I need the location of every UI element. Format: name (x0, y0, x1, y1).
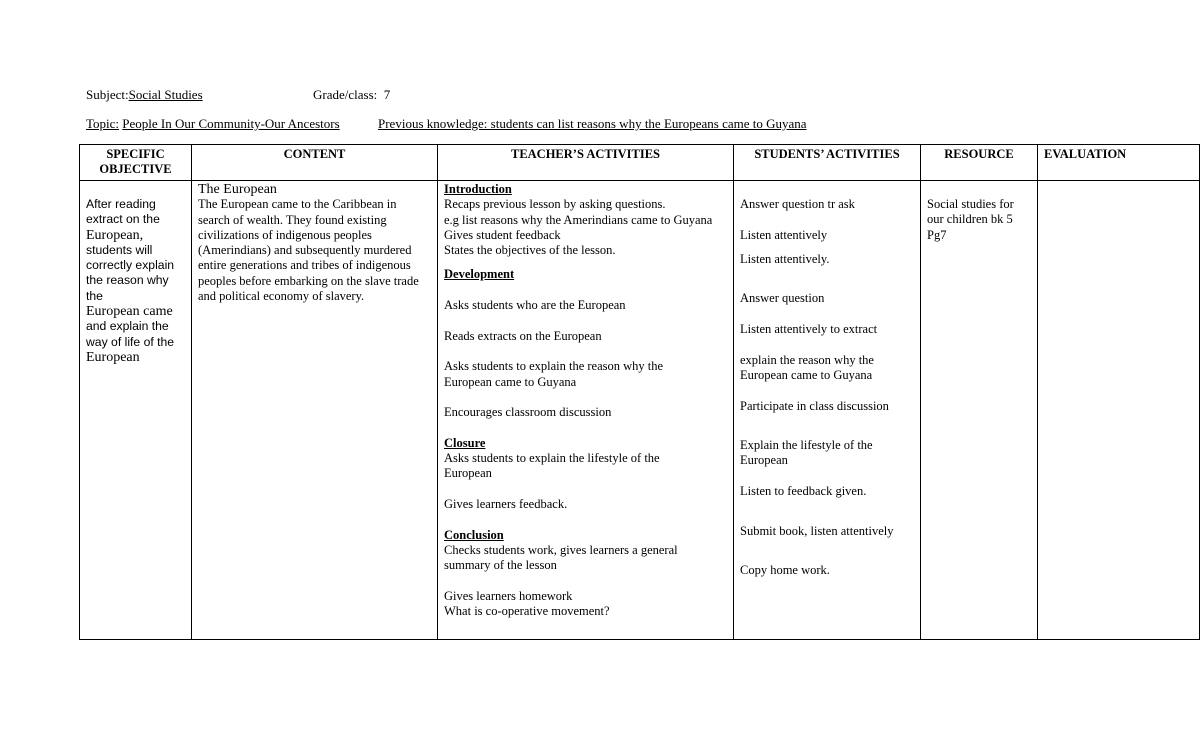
resource-line: Pg7 (927, 227, 947, 242)
content-title: The European (198, 182, 277, 197)
table-row (80, 181, 1200, 640)
teacher-line: Recaps previous lesson by asking questions. (444, 197, 666, 212)
student-line: Copy home work. (740, 563, 830, 578)
lesson-plan-table (79, 144, 1200, 640)
col-header-objective-text: SPECIFIC OBJECTIVE (99, 147, 172, 177)
teacher-line: European (444, 466, 492, 481)
teacher-line: Asks students to explain the lifestyle of the (444, 451, 660, 466)
students-activities-cell (734, 181, 921, 640)
subject-line (86, 87, 203, 103)
previous-knowledge: Previous knowledge: students can list reasons why the Europeans came to Guyana (378, 116, 807, 131)
col-header-objective (80, 145, 192, 181)
teacher-line: What is co-operative movement? (444, 604, 610, 619)
teacher-line: e.g list reasons why the Amerindians came to Guyana (444, 212, 713, 227)
student-line: Participate in class discussion (740, 398, 889, 413)
introduction-heading: Introduction (444, 182, 512, 196)
objective-line: extract on the (86, 212, 160, 227)
objective-line: students will (86, 242, 153, 257)
objective-line: the reason why the (86, 273, 169, 303)
topic-label: Topic: (86, 116, 120, 131)
col-header-content: CONTENT (192, 145, 438, 181)
col-header-resource: RESOURCE (921, 145, 1038, 181)
content-line: civilizations of indigenous peoples (198, 227, 372, 242)
student-line: Listen attentively to extract (740, 322, 878, 337)
student-line: Listen attentively (740, 227, 828, 242)
objective-cell (80, 181, 192, 640)
teacher-line (444, 298, 727, 313)
student-line: Explain the lifestyle of the (740, 438, 873, 453)
teacher-line: Gives learners feedback. (444, 496, 568, 511)
conclusion-heading: Conclusion (444, 527, 504, 542)
objective-line: After reading (86, 197, 156, 211)
objective-line: European (86, 349, 140, 365)
resource-line: our children bk 5 (927, 212, 1013, 227)
topic-value: People In Our Community-Our Ancestors (122, 116, 340, 131)
topic-line (86, 116, 340, 132)
resource-line: Social studies for (927, 197, 1014, 211)
table-header-row (80, 145, 1200, 181)
student-line: European (740, 453, 788, 468)
student-line: explain the reason why the (740, 352, 874, 367)
closure-heading: Closure (444, 435, 486, 450)
teacher-line: summary of the lesson (444, 558, 557, 573)
evaluation-cell (1038, 181, 1200, 640)
objective-line: European, (86, 227, 144, 243)
student-line: Answer question (740, 291, 825, 306)
content-line: and political economy of slavery. (198, 289, 365, 304)
grade-label: Grade/class: (313, 87, 378, 102)
teacher-line: Asks students to explain the reason why the (444, 359, 664, 374)
dev-1-text: Asks students who are the European (444, 298, 626, 313)
content-line: search of wealth. They found existing (198, 212, 387, 227)
development-heading: Development (444, 267, 515, 282)
teacher-activities-cell (438, 181, 734, 640)
objective-line: European came (86, 304, 173, 320)
subject-label: Subject: (86, 87, 129, 102)
student-line: Listen attentively. (740, 251, 830, 266)
teacher-line: Checks students work, gives learners a general (444, 542, 678, 557)
teacher-line: Reads extracts on the European (444, 328, 602, 343)
teacher-line: Gives student feedback (444, 227, 561, 242)
objective-line: way of life of the (86, 334, 175, 349)
teacher-line: Encourages classroom discussion (444, 405, 612, 420)
col-header-evaluation: EVALUATION (1038, 145, 1200, 181)
teacher-line: Gives learners homework (444, 588, 573, 603)
col-header-students: STUDENTS’ ACTIVITIES (734, 145, 921, 181)
objective-line: correctly explain (86, 258, 175, 273)
objective-line: and explain the (86, 319, 169, 334)
content-line: entire generations and tribes of indigenous (198, 258, 411, 273)
content-line: The European came to the Caribbean in (198, 197, 397, 212)
student-line: Submit book, listen attentively (740, 523, 894, 538)
resource-cell (921, 181, 1038, 640)
teacher-line: States the objectives of the lesson. (444, 243, 616, 258)
grade-line (313, 87, 390, 103)
teacher-line: European came to Guyana (444, 374, 577, 389)
subject-value: Social Studies (128, 87, 203, 102)
content-cell (192, 181, 438, 640)
content-line: (Amerindians) and subsequently murdered (198, 243, 412, 258)
content-line: peoples before embarking on the slave trade (198, 273, 419, 288)
student-line: Listen to feedback given. (740, 484, 867, 499)
grade-value: 7 (383, 87, 391, 102)
student-line: Answer question tr ask (740, 197, 855, 211)
col-header-teacher: TEACHER’S ACTIVITIES (438, 145, 734, 181)
student-line: European came to Guyana (740, 367, 873, 382)
